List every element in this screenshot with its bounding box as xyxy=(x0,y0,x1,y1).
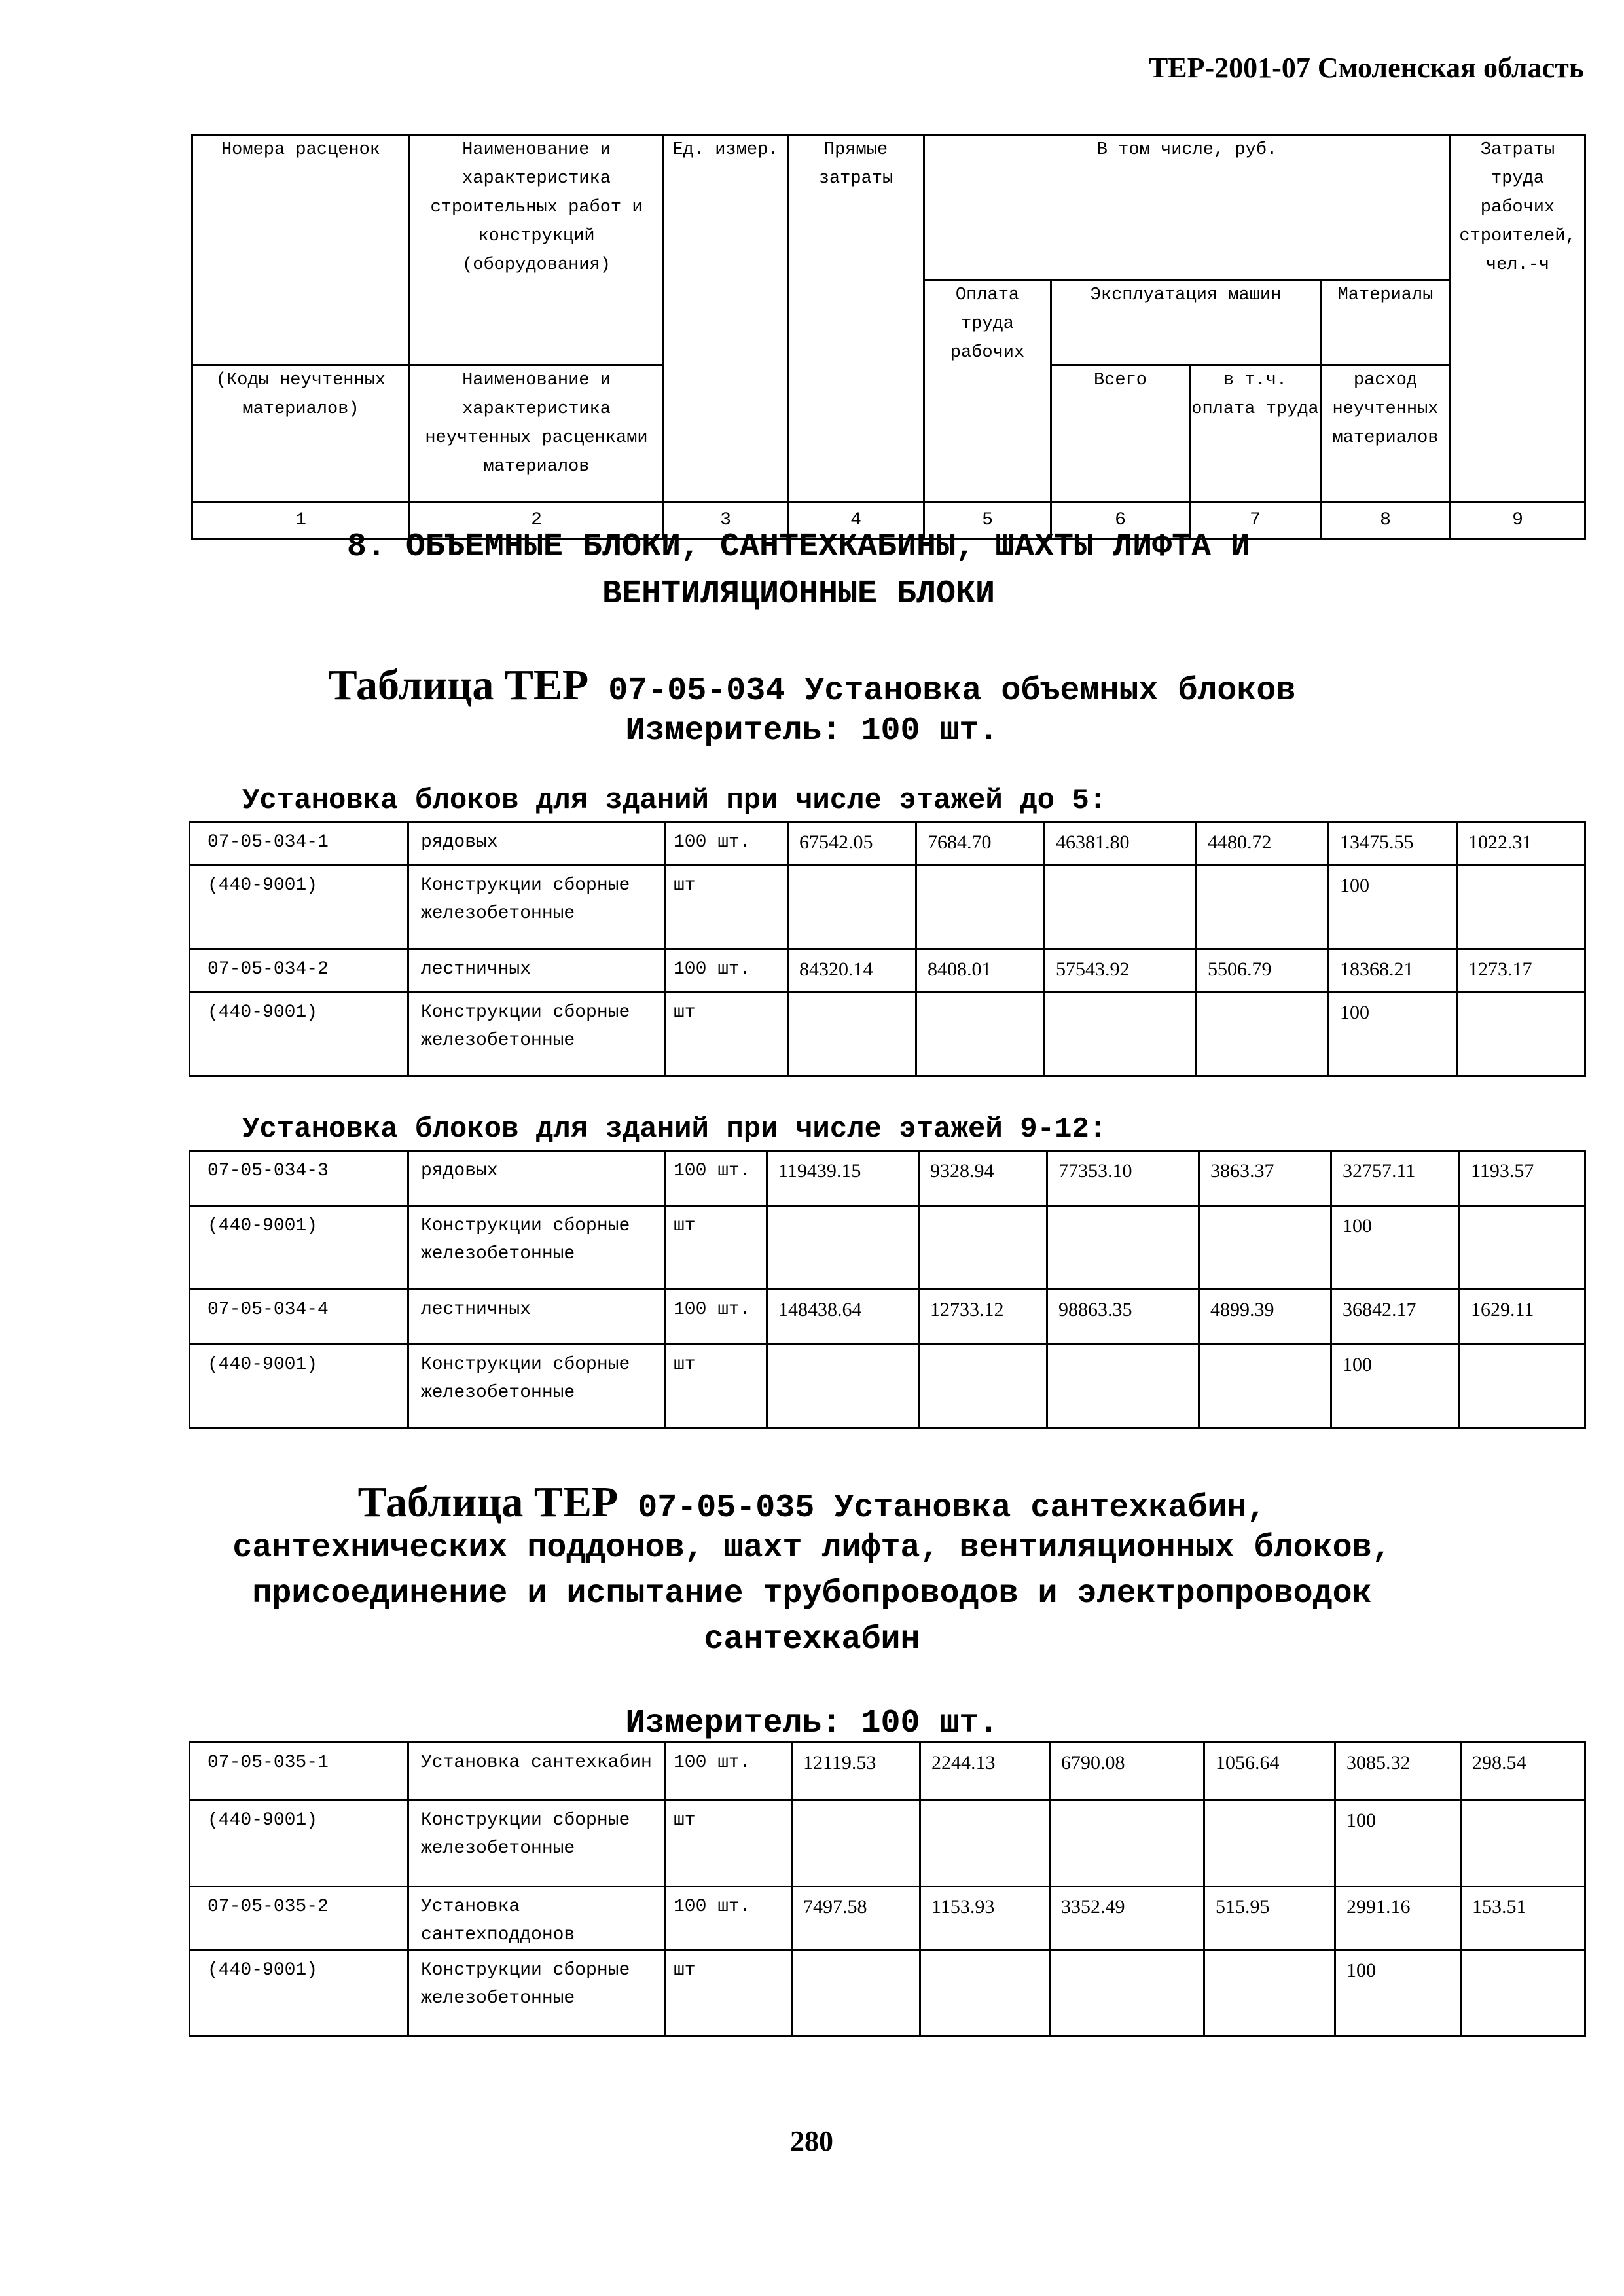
row-code: 07-05-034-2 xyxy=(190,949,408,993)
table-row xyxy=(190,1151,1585,1206)
row-mat: 100 xyxy=(1329,866,1457,949)
table035-title-line1 xyxy=(0,1480,1624,1531)
row-hours xyxy=(1457,866,1585,949)
row-unit: шт xyxy=(665,866,788,949)
section-title-line2: ВЕНТИЛЯЦИОННЫЕ БЛОКИ xyxy=(602,575,996,613)
table-row xyxy=(190,1345,1585,1429)
row-code: 07-05-034-3 xyxy=(190,1151,408,1206)
row-mat: 32757.11 xyxy=(1331,1151,1460,1206)
table-row xyxy=(190,1206,1585,1290)
col-number: 9 xyxy=(1451,502,1585,539)
row-mach xyxy=(1047,1206,1199,1290)
row-name: Конструкции сборные железобетонные xyxy=(408,866,665,949)
row-mach-labor xyxy=(1197,993,1329,1076)
row-unit: 100 шт. xyxy=(665,1743,792,1800)
row-labor: 7684.70 xyxy=(916,822,1045,866)
group1-heading: Установка блоков для зданий при числе этажей до 5: xyxy=(242,784,1107,817)
row-mat: 13475.55 xyxy=(1329,822,1457,866)
header-col2-spacer xyxy=(410,280,664,365)
table035-measure: Измеритель: 100 шт. xyxy=(625,1705,999,1742)
row-mat: 100 xyxy=(1335,1800,1461,1887)
table-row xyxy=(190,1800,1585,1887)
row-mat: 100 xyxy=(1331,1345,1460,1429)
column-header-table xyxy=(191,134,1586,540)
row-direct xyxy=(792,1950,920,2037)
table035-label: Таблица ТЕР xyxy=(357,1478,619,1526)
row-mach: 3352.49 xyxy=(1050,1887,1204,1950)
row-mach-labor: 1056.64 xyxy=(1204,1743,1335,1800)
col-number: 2 xyxy=(410,502,664,539)
table-row xyxy=(190,1950,1585,2037)
table035-title-text: 07-05-035 Установка сантехкабин, xyxy=(638,1489,1267,1527)
header-col8-top: Материалы xyxy=(1321,280,1451,365)
col-number: 6 xyxy=(1051,502,1190,539)
table035-title-line4: сантехкабин xyxy=(704,1621,920,1658)
table035 xyxy=(189,1741,1586,2037)
row-code: (440-9001) xyxy=(190,1206,408,1290)
row-direct xyxy=(767,1206,919,1290)
row-hours: 1273.17 xyxy=(1457,949,1585,993)
table035-title-line2: сантехнических поддонов, шахт лифта, вентиляционных блоков, xyxy=(232,1529,1392,1567)
row-code: (440-9001) xyxy=(190,1800,408,1887)
row-mat: 36842.17 xyxy=(1331,1290,1460,1345)
row-unit: шт xyxy=(665,1950,792,2037)
row-mach xyxy=(1047,1345,1199,1429)
row-direct: 119439.15 xyxy=(767,1151,919,1206)
row-labor: 12733.12 xyxy=(919,1290,1047,1345)
row-hours: 298.54 xyxy=(1461,1743,1585,1800)
row-hours xyxy=(1461,1800,1585,1887)
col-number: 4 xyxy=(788,502,924,539)
col-number: 8 xyxy=(1321,502,1451,539)
row-labor xyxy=(919,1206,1047,1290)
row-name: рядовых xyxy=(408,1151,665,1206)
row-direct xyxy=(788,866,916,949)
row-unit: 100 шт. xyxy=(665,1290,767,1345)
row-labor xyxy=(920,1950,1050,2037)
row-name: Конструкции сборные железобетонные xyxy=(408,1206,665,1290)
row-mat: 100 xyxy=(1329,993,1457,1076)
row-labor: 2244.13 xyxy=(920,1743,1050,1800)
row-direct xyxy=(792,1800,920,1887)
row-mach: 98863.35 xyxy=(1047,1290,1199,1345)
row-mach-labor: 4480.72 xyxy=(1197,822,1329,866)
header-col1-spacer xyxy=(192,280,410,365)
row-mach xyxy=(1050,1800,1204,1887)
header-col2-top: Наименование и характеристика строительных работ и конструкций (оборудования) xyxy=(430,140,643,275)
row-mach-labor: 3863.37 xyxy=(1199,1151,1331,1206)
section-title-line1: 8. ОБЪЕМНЫЕ БЛОКИ, САНТЕХКАБИНЫ, ШАХТЫ ЛИФТА И xyxy=(346,528,1251,566)
row-hours: 1193.57 xyxy=(1460,1151,1585,1206)
row-unit: шт xyxy=(665,1345,767,1429)
table-row xyxy=(190,822,1585,866)
header-col5: Оплата труда рабочих xyxy=(924,280,1051,502)
table-row xyxy=(190,1887,1585,1950)
row-mach: 77353.10 xyxy=(1047,1151,1199,1206)
row-labor xyxy=(916,993,1045,1076)
col-number: 7 xyxy=(1190,502,1321,539)
row-name: Конструкции сборные железобетонные xyxy=(408,1950,665,2037)
row-name: Конструкции сборные железобетонные xyxy=(408,1800,665,1887)
table-row xyxy=(190,993,1585,1076)
row-mach xyxy=(1045,866,1197,949)
row-hours xyxy=(1461,1950,1585,2037)
row-mat: 3085.32 xyxy=(1335,1743,1461,1800)
header-col1-top: Номера расценок xyxy=(192,135,410,280)
row-direct: 67542.05 xyxy=(788,822,916,866)
row-mat: 18368.21 xyxy=(1329,949,1457,993)
header-col9: Затраты труда рабочих строителей, чел.-ч xyxy=(1451,135,1585,503)
row-direct: 148438.64 xyxy=(767,1290,919,1345)
table-row xyxy=(190,866,1585,949)
row-code: 07-05-035-2 xyxy=(190,1887,408,1950)
row-mach-labor: 515.95 xyxy=(1204,1887,1335,1950)
row-unit: 100 шт. xyxy=(665,1887,792,1950)
row-mach-labor xyxy=(1199,1345,1331,1429)
table-row xyxy=(190,949,1585,993)
row-code: 07-05-035-1 xyxy=(190,1743,408,1800)
row-name: лестничных xyxy=(408,1290,665,1345)
row-code: (440-9001) xyxy=(190,1950,408,2037)
table034-title-text: 07-05-034 Установка объемных блоков xyxy=(608,672,1296,710)
row-hours xyxy=(1457,993,1585,1076)
row-mach-labor xyxy=(1199,1206,1331,1290)
row-direct xyxy=(788,993,916,1076)
header-col8-bottom: расход неучтенных материалов xyxy=(1321,365,1451,502)
table034-title xyxy=(0,663,1624,714)
table-row xyxy=(190,1743,1585,1800)
row-mach: 6790.08 xyxy=(1050,1743,1204,1800)
row-labor: 9328.94 xyxy=(919,1151,1047,1206)
row-unit: шт xyxy=(665,1206,767,1290)
header-col67: Эксплуатация машин xyxy=(1051,280,1321,365)
table035-title-line3: присоединение и испытание трубопроводов и электропроводок xyxy=(252,1575,1372,1613)
row-code: (440-9001) xyxy=(190,993,408,1076)
row-mat: 100 xyxy=(1331,1206,1460,1290)
header-col6: Всего xyxy=(1051,365,1190,502)
table034-label: Таблица ТЕР xyxy=(328,661,589,709)
row-code: (440-9001) xyxy=(190,866,408,949)
row-unit: 100 шт. xyxy=(665,822,788,866)
row-name: Конструкции сборные железобетонные xyxy=(408,993,665,1076)
col-number: 1 xyxy=(192,502,410,539)
row-direct: 7497.58 xyxy=(792,1887,920,1950)
page-number: 280 xyxy=(790,2125,833,2157)
row-mach xyxy=(1045,993,1197,1076)
row-name: Установка сантехкабин xyxy=(408,1743,665,1800)
row-mach-labor: 4899.39 xyxy=(1199,1290,1331,1345)
header-col2-top-a xyxy=(410,135,664,280)
table034-measure: Измеритель: 100 шт. xyxy=(625,712,999,750)
row-name: Конструкции сборные железобетонные xyxy=(408,1345,665,1429)
row-name: лестничных xyxy=(408,949,665,993)
running-head: ТЕР-2001-07 Смоленская область xyxy=(1148,52,1584,84)
group2-heading: Установка блоков для зданий при числе этажей 9-12: xyxy=(242,1113,1107,1146)
table-row xyxy=(190,1290,1585,1345)
row-name: Установка сантехподдонов xyxy=(408,1887,665,1950)
row-code: (440-9001) xyxy=(190,1345,408,1429)
row-mach: 57543.92 xyxy=(1045,949,1197,993)
col-number: 3 xyxy=(664,502,788,539)
row-hours xyxy=(1460,1345,1585,1429)
header-col7: в т.ч. оплата труда xyxy=(1190,365,1321,502)
row-hours: 153.51 xyxy=(1461,1887,1585,1950)
row-labor xyxy=(916,866,1045,949)
row-mat: 100 xyxy=(1335,1950,1461,2037)
row-labor: 1153.93 xyxy=(920,1887,1050,1950)
row-labor xyxy=(920,1800,1050,1887)
header-col3: Ед. измер. xyxy=(664,135,788,503)
row-mach-labor xyxy=(1204,1950,1335,2037)
row-direct xyxy=(767,1345,919,1429)
row-unit: шт xyxy=(665,993,788,1076)
row-code: 07-05-034-1 xyxy=(190,822,408,866)
row-mach-labor xyxy=(1204,1800,1335,1887)
table034-group2 xyxy=(189,1150,1586,1429)
row-labor: 8408.01 xyxy=(916,949,1045,993)
header-col1-bottom: (Коды неучтенных материалов) xyxy=(192,365,410,502)
row-mach-labor: 5506.79 xyxy=(1197,949,1329,993)
header-col2-bottom: Наименование и характеристика неучтенных расценками материалов xyxy=(410,365,664,502)
row-direct: 84320.14 xyxy=(788,949,916,993)
row-unit: шт xyxy=(665,1800,792,1887)
row-mach-labor xyxy=(1197,866,1329,949)
header-group: В том числе, руб. xyxy=(924,135,1451,280)
row-mach xyxy=(1050,1950,1204,2037)
col-number: 5 xyxy=(924,502,1051,539)
row-name: рядовых xyxy=(408,822,665,866)
row-hours xyxy=(1460,1206,1585,1290)
row-unit: 100 шт. xyxy=(665,949,788,993)
row-code: 07-05-034-4 xyxy=(190,1290,408,1345)
row-labor xyxy=(919,1345,1047,1429)
row-hours: 1022.31 xyxy=(1457,822,1585,866)
row-unit: 100 шт. xyxy=(665,1151,767,1206)
header-col4: Прямые затраты xyxy=(788,135,924,503)
row-mat: 2991.16 xyxy=(1335,1887,1461,1950)
row-mach: 46381.80 xyxy=(1045,822,1197,866)
table034-group1 xyxy=(189,821,1586,1077)
row-hours: 1629.11 xyxy=(1460,1290,1585,1345)
row-direct: 12119.53 xyxy=(792,1743,920,1800)
